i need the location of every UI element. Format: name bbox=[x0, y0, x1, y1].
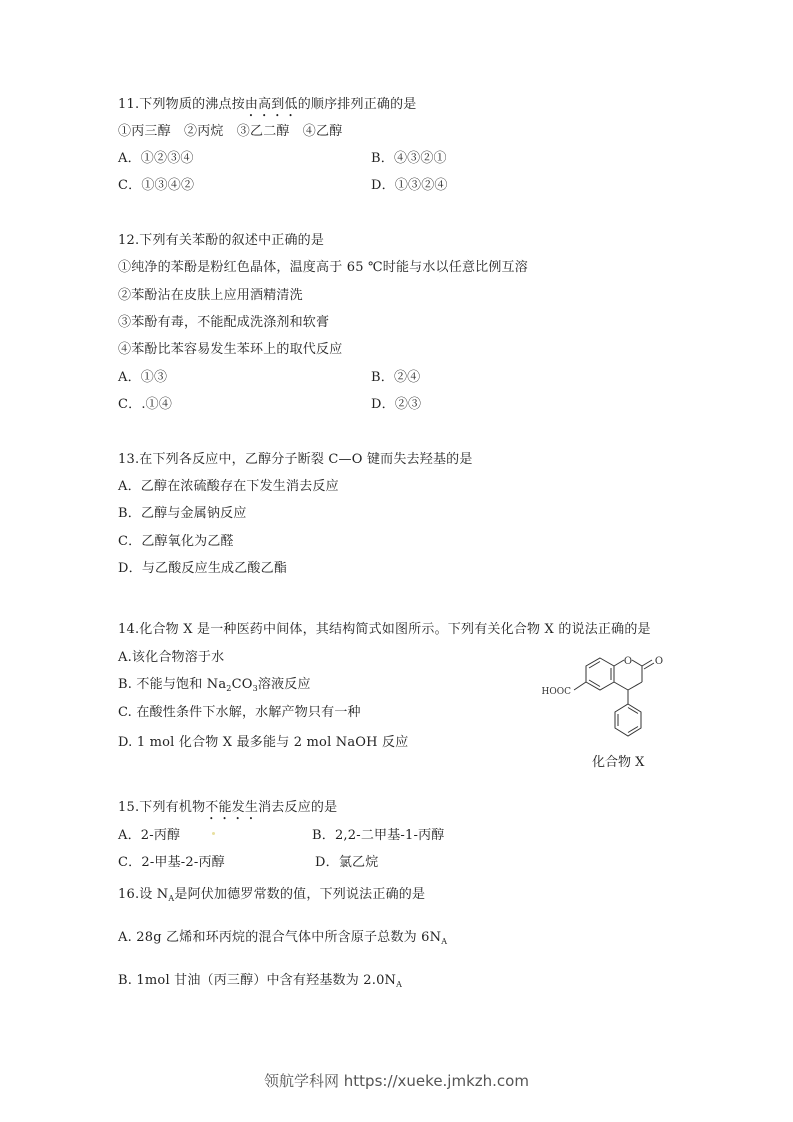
compound-x-structure-icon bbox=[538, 650, 678, 760]
q12-statement-1: ①纯净的苯酚是粉红色晶体，温度高于 65 ℃时能与水以任意比例互溶 bbox=[118, 260, 528, 275]
q15-option-d: D．氯乙烷 bbox=[315, 855, 379, 870]
q11-option-d: D．①③②④ bbox=[371, 178, 448, 193]
q13-option-a: A．乙醇在浓硫酸存在下发生消去反应 bbox=[118, 479, 339, 494]
q12-statement-3: ③苯酚有毒，不能配成洗涤剂和软膏 bbox=[118, 315, 330, 330]
q16-option-b bbox=[118, 973, 402, 989]
ring-oxygen-label: O bbox=[623, 656, 633, 667]
q13-option-d: D．与乙酸反应生成乙酸乙酯 bbox=[118, 561, 288, 576]
q15-option-a: A．2-丙醇 bbox=[118, 828, 181, 843]
q14-option-c: C. 在酸性条件下水解，水解产物只有一种 bbox=[118, 705, 361, 720]
carbonyl-oxygen-label: O bbox=[654, 656, 664, 667]
q14-option-b-sub1: 2 bbox=[226, 684, 232, 693]
q11-stem bbox=[118, 97, 417, 120]
q11-stem-pre: 11.下列物质的沸点按 bbox=[118, 97, 245, 112]
q12-option-c: C．.①④ bbox=[118, 397, 173, 412]
q12-option-d: D．②③ bbox=[371, 397, 422, 412]
q16-stem-sub: A bbox=[168, 894, 175, 903]
q16-option-a-sub: A bbox=[441, 937, 448, 946]
q16-option-a-text: A. 28g 乙烯和环丙烷的混合气体中所含原子总数为 6N bbox=[118, 930, 442, 945]
q15-option-c: C．2-甲基-2-丙醇 bbox=[118, 855, 225, 870]
q13-option-b: B．乙醇与金属钠反应 bbox=[118, 506, 247, 521]
q14-stem: 14.化合物 X 是一种医药中间体，其结构简式如图所示。下列有关化合物 X 的说法正确的是 bbox=[118, 622, 651, 637]
q15-option-b: B．2,2-二甲基-1-丙醇 bbox=[312, 828, 445, 843]
q12-option-a: A．①③ bbox=[118, 370, 168, 385]
q16-stem-pre: 16.设 N bbox=[118, 887, 169, 902]
q12-option-b: B．②④ bbox=[371, 370, 421, 385]
q12-statement-2: ②苯酚沾在皮肤上应用酒精清洗 bbox=[118, 288, 303, 303]
q11-stem-emphasis: 由高到低 bbox=[244, 97, 298, 112]
footer-watermark: 领航学科网 https://xueke.jmkzh.com bbox=[264, 1072, 529, 1090]
q14-option-b-sub2: 3 bbox=[252, 684, 258, 693]
q15-stem bbox=[118, 800, 337, 823]
q11-option-b: B．④③②① bbox=[371, 151, 447, 166]
q11-option-c: C．①③④② bbox=[118, 178, 195, 193]
q14-option-a: A.该化合物溶于水 bbox=[118, 650, 225, 665]
compound-x-caption: 化合物 X bbox=[592, 755, 645, 770]
q12-stem: 12.下列有关苯酚的叙述中正确的是 bbox=[118, 233, 325, 248]
q14-option-b-post: 溶液反应 bbox=[257, 677, 311, 692]
q16-stem-post: 是阿伏加德罗常数的值，下列说法正确的是 bbox=[174, 887, 426, 902]
q15-stem-post: 消去反应的是 bbox=[258, 800, 338, 815]
q15-stem-pre: 15.下列有机物 bbox=[118, 800, 206, 815]
hooc-label: HOOC bbox=[541, 687, 571, 697]
q15-stem-emphasis: 不能发生 bbox=[205, 800, 259, 815]
q14-option-b-mid: CO bbox=[231, 677, 253, 692]
stray-mark bbox=[212, 832, 215, 835]
q11-option-a: A．①②③④ bbox=[118, 151, 194, 166]
q12-statement-4: ④苯酚比苯容易发生苯环上的取代反应 bbox=[118, 342, 343, 357]
q16-option-a bbox=[118, 930, 447, 946]
q11-stem-post: 的顺序排列正确的是 bbox=[297, 97, 417, 112]
q14-option-d: D. 1 mol 化合物 X 最多能与 2 mol NaOH 反应 bbox=[118, 735, 409, 750]
q16-stem bbox=[118, 887, 425, 903]
q16-option-b-text: B. 1mol 甘油（丙三醇）中含有羟基数为 2.0N bbox=[118, 973, 397, 988]
q11-items: ①丙三醇 ②丙烷 ③乙二醇 ④乙醇 bbox=[118, 124, 343, 139]
q13-stem: 13.在下列各反应中，乙醇分子断裂 C—O 键而失去羟基的是 bbox=[118, 452, 473, 467]
q13-option-c: C．乙醇氧化为乙醛 bbox=[118, 534, 234, 549]
q16-option-b-sub: A bbox=[396, 980, 403, 989]
q14-option-b bbox=[118, 677, 311, 693]
q14-option-b-pre: B. 不能与饱和 Na bbox=[118, 677, 227, 692]
